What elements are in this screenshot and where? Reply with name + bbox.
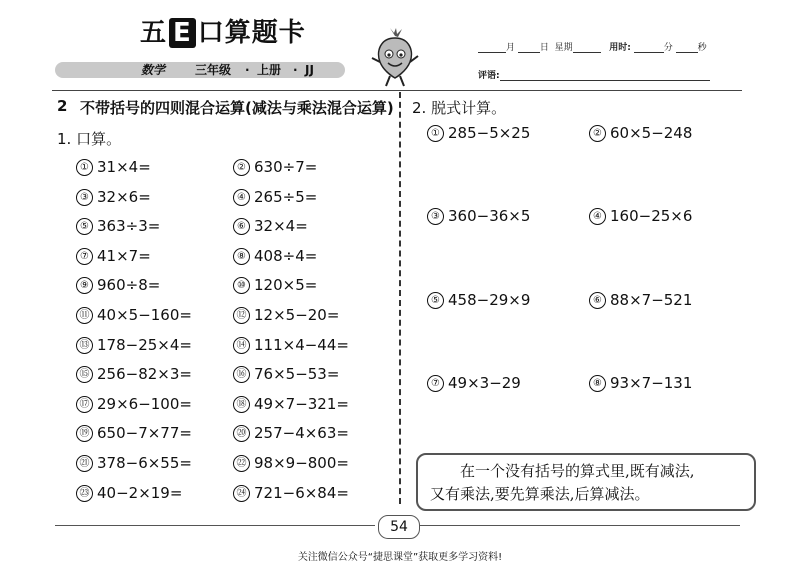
volume-label: 上册: [257, 63, 282, 77]
item-number: ⑦: [427, 375, 444, 392]
step-calc-item: [589, 124, 692, 142]
item-expression: 721−6×84=: [254, 483, 349, 502]
item-number: ⑳: [233, 425, 250, 442]
step-calc-item: [589, 291, 692, 309]
step-calc-item: [427, 124, 530, 142]
mental-math-item: [233, 306, 339, 324]
item-expression: 29×6−100=: [97, 394, 192, 413]
tip-line-2: 又有乘法,要先算乘法,后算减法。: [430, 485, 650, 503]
item-number: ④: [233, 189, 250, 206]
item-number: ③: [76, 189, 93, 206]
item-expression: 49×7−321=: [254, 394, 349, 413]
item-expression: 960÷8=: [97, 276, 161, 295]
item-expression: 378−6×55=: [97, 454, 192, 472]
item-number: ㉓: [76, 485, 93, 502]
item-number: ⑧: [589, 375, 606, 392]
step-calc-item: [589, 207, 692, 225]
mental-math-item: [233, 424, 349, 442]
step-calc-item: [427, 374, 521, 392]
item-expression: 257−4×63=: [254, 424, 349, 443]
item-number: ⑥: [589, 292, 606, 309]
item-number: ㉒: [233, 455, 250, 472]
step-calc-item: [589, 374, 692, 392]
mental-math-item: [76, 276, 160, 294]
item-number: ⑮: [76, 366, 93, 383]
section-number: 2: [57, 97, 68, 115]
mental-math-item: [76, 306, 192, 324]
item-expression: 12×5−20=: [254, 306, 340, 324]
item-expression: 31×4=: [97, 158, 151, 176]
right-heading: 2. 脱式计算。: [412, 99, 507, 117]
mascot-icon: [370, 28, 420, 88]
item-expression: 650−7×77=: [97, 424, 192, 443]
grade-label: 三年级: [195, 63, 232, 77]
brand-post: 口算题卡: [197, 18, 306, 48]
footer-note: 关注微信公众号“捷思课堂”获取更多学习资料!: [297, 552, 503, 563]
item-expression: 98×9−800=: [254, 454, 349, 472]
item-expression: 458−29×9: [448, 291, 531, 309]
mental-math-item: [233, 247, 317, 265]
item-expression: 408÷4=: [254, 246, 318, 265]
item-expression: 160−25×6: [610, 207, 693, 225]
mental-math-item: [233, 395, 349, 413]
mental-math-item: [76, 217, 160, 235]
page-number: 54: [378, 515, 420, 539]
item-number: ⑪: [76, 307, 93, 324]
date-time-line: [478, 40, 707, 53]
comment-label: 评语:: [478, 71, 500, 81]
item-number: ②: [233, 159, 250, 176]
column-divider: [399, 92, 401, 504]
section-heading: 不带括号的四则混合运算(减法与乘法混合运算): [80, 99, 394, 117]
item-expression: 32×4=: [254, 217, 308, 236]
header-rule: [52, 90, 742, 91]
minutes-label: 分: [663, 43, 673, 53]
sub-heading: 1. 口算。: [57, 130, 122, 148]
item-number: ⑤: [427, 292, 444, 309]
item-expression: 360−36×5: [448, 207, 531, 225]
brand-title: [140, 12, 306, 49]
item-expression: 40−2×19=: [97, 483, 183, 502]
mental-math-item: [233, 217, 308, 235]
item-number: ⑰: [76, 396, 93, 413]
brand-e-logo: E: [169, 18, 196, 48]
mental-math-item: [76, 336, 192, 354]
minutes-blank[interactable]: [634, 43, 664, 53]
weekday-label: 星期: [554, 43, 573, 53]
brand-pre: 五: [140, 18, 168, 48]
month-blank[interactable]: [478, 43, 506, 53]
edition-label: JJ: [305, 63, 314, 77]
mental-math-item: [233, 276, 317, 294]
item-number: ⑤: [76, 218, 93, 235]
item-expression: 60×5−248: [610, 124, 693, 142]
item-number: ④: [589, 208, 606, 225]
item-number: ⑨: [76, 277, 93, 294]
mental-math-item: [76, 424, 192, 442]
item-number: ①: [76, 159, 93, 176]
item-number: ⑲: [76, 425, 93, 442]
item-number: ⑩: [233, 277, 250, 294]
item-number: ㉑: [76, 455, 93, 472]
step-calc-item: [427, 291, 530, 309]
item-expression: 76×5−53=: [254, 365, 340, 384]
item-number: ⑬: [76, 337, 93, 354]
item-number: ⑥: [233, 218, 250, 235]
mental-math-item: [233, 158, 317, 176]
item-number: ⑱: [233, 396, 250, 413]
item-expression: 41×7=: [97, 246, 151, 265]
item-expression: 178−25×4=: [97, 335, 192, 354]
seconds-blank[interactable]: [676, 43, 698, 53]
item-number: ①: [427, 125, 444, 142]
item-expression: 120×5=: [254, 276, 318, 295]
item-number: ⑦: [76, 248, 93, 265]
mental-math-item: [233, 484, 349, 502]
item-expression: 256−82×3=: [97, 365, 192, 384]
item-number: ⑭: [233, 337, 250, 354]
item-expression: 40×5−160=: [97, 306, 192, 324]
mental-math-item: [76, 484, 182, 502]
item-number: ②: [589, 125, 606, 142]
footer-rule-right: [420, 525, 740, 526]
mental-math-item: [76, 188, 151, 206]
mental-math-item: [76, 454, 192, 472]
item-number: ㉔: [233, 485, 250, 502]
mental-math-item: [233, 365, 339, 383]
item-number: ③: [427, 208, 444, 225]
dot-sep: ·: [245, 63, 250, 77]
comment-blank[interactable]: [500, 71, 710, 81]
time-used-label: 用时:: [609, 43, 631, 53]
item-expression: 111×4−44=: [254, 335, 349, 354]
item-expression: 630÷7=: [254, 158, 318, 176]
item-expression: 88×7−521: [610, 291, 693, 309]
subject-label: 数学: [141, 63, 166, 77]
footer-rule-left: [55, 525, 375, 526]
month-label: 月: [506, 43, 516, 53]
item-expression: 363÷3=: [97, 217, 161, 236]
mental-math-item: [76, 158, 151, 176]
tip-line-1: 在一个没有括号的算式里,既有减法,: [460, 462, 695, 480]
dot-sep: ·: [293, 63, 298, 77]
seconds-label: 秒: [697, 43, 707, 53]
comment-line: [478, 68, 710, 81]
mental-math-item: [76, 365, 192, 383]
item-number: ⑫: [233, 307, 250, 324]
item-number: ⑧: [233, 248, 250, 265]
day-blank[interactable]: [518, 43, 540, 53]
item-expression: 285−5×25: [448, 124, 531, 142]
item-expression: 32×6=: [97, 187, 151, 206]
item-expression: 265÷5=: [254, 187, 318, 206]
mental-math-item: [76, 395, 192, 413]
tip-text: [430, 460, 750, 506]
mental-math-item: [76, 247, 151, 265]
item-expression: 49×3−29: [448, 374, 521, 392]
day-label: 日: [539, 43, 549, 53]
step-calc-item: [427, 207, 530, 225]
item-expression: 93×7−131: [610, 374, 693, 392]
mental-math-item: [233, 188, 317, 206]
subject-bar: [55, 62, 345, 78]
mental-math-item: [233, 336, 349, 354]
item-number: ⑯: [233, 366, 250, 383]
weekday-blank[interactable]: [573, 43, 601, 53]
mental-math-item: [233, 454, 349, 472]
